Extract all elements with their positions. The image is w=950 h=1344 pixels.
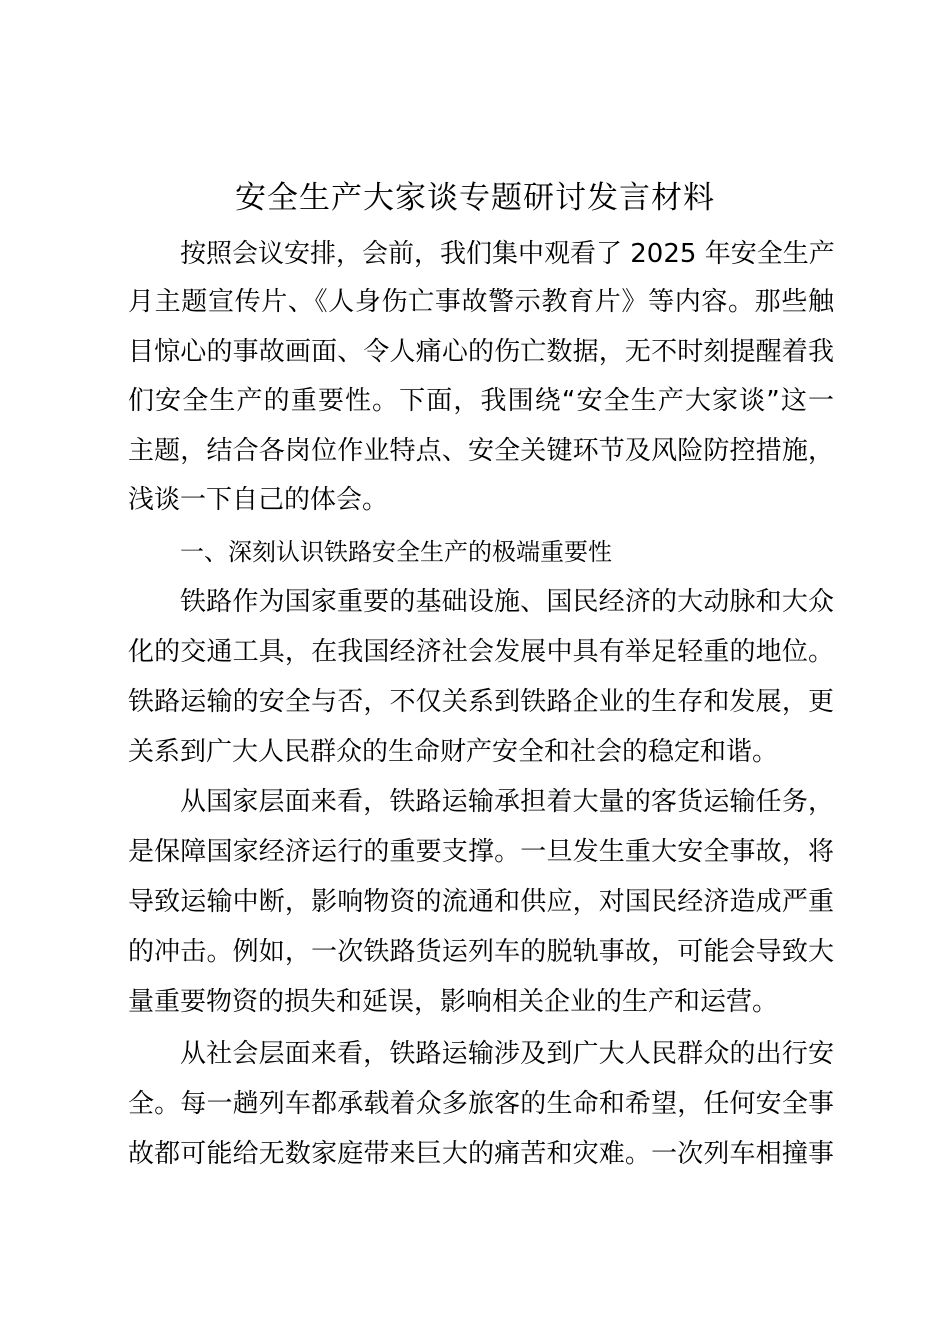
paragraph-5-line-2: 全。每一趟列车都承载着众多旅客的生命和希望，任何安全事 <box>128 1089 834 1119</box>
paragraph-3-line-4: 关系到广大人民群众的生命财产安全和社会的稳定和谐。 <box>128 737 779 767</box>
paragraph-4-line-1: 从国家层面来看，铁路运输承担着大量的客货运输任务， <box>180 787 834 817</box>
paragraph-1-line-4: 们安全生产的重要性。下面，我围绕“安全生产大家谈”这一 <box>128 386 834 416</box>
section-heading-1: 一、深刻认识铁路安全生产的极端重要性 <box>180 538 612 566</box>
document-title: 安全生产大家谈专题研讨发言材料 <box>235 180 715 216</box>
paragraph-4-line-4: 的冲击。例如，一次铁路货运列车的脱轨事故，可能会导致大 <box>128 937 834 967</box>
paragraph-4-line-3: 导致运输中断，影响物资的流通和供应，对国民经济造成严重 <box>128 887 834 917</box>
paragraph-1-line-5: 主题，结合各岗位作业特点、安全关键环节及风险防控措施， <box>128 436 834 466</box>
paragraph-5-line-1: 从社会层面来看，铁路运输涉及到广大人民群众的出行安 <box>180 1039 834 1069</box>
paragraph-4-line-5: 量重要物资的损失和延误，影响相关企业的生产和运营。 <box>128 987 779 1017</box>
paragraph-1-line-3: 目惊心的事故画面、令人痛心的伤亡数据，无不时刻提醒着我 <box>128 337 834 367</box>
paragraph-4-line-2: 是保障国家经济运行的重要支撑。一旦发生重大安全事故，将 <box>128 837 834 867</box>
paragraph-3-line-1: 铁路作为国家重要的基础设施、国民经济的大动脉和大众 <box>180 587 834 617</box>
paragraph-3-line-3: 铁路运输的安全与否，不仅关系到铁路企业的生存和发展，更 <box>128 687 834 717</box>
paragraph-3-line-2: 化的交通工具，在我国经济社会发展中具有举足轻重的地位。 <box>128 637 834 667</box>
paragraph-1-line-1: 按照会议安排，会前，我们集中观看了 2025 年安全生产 <box>180 239 835 269</box>
paragraph-5-line-3: 故都可能给无数家庭带来巨大的痛苦和灾难。一次列车相撞事 <box>128 1139 834 1169</box>
paragraph-1-line-6: 浅谈一下自己的体会。 <box>128 485 389 515</box>
paragraph-1-line-2: 月主题宣传片、《人身伤亡事故警示教育片》等内容。那些触 <box>128 287 834 317</box>
